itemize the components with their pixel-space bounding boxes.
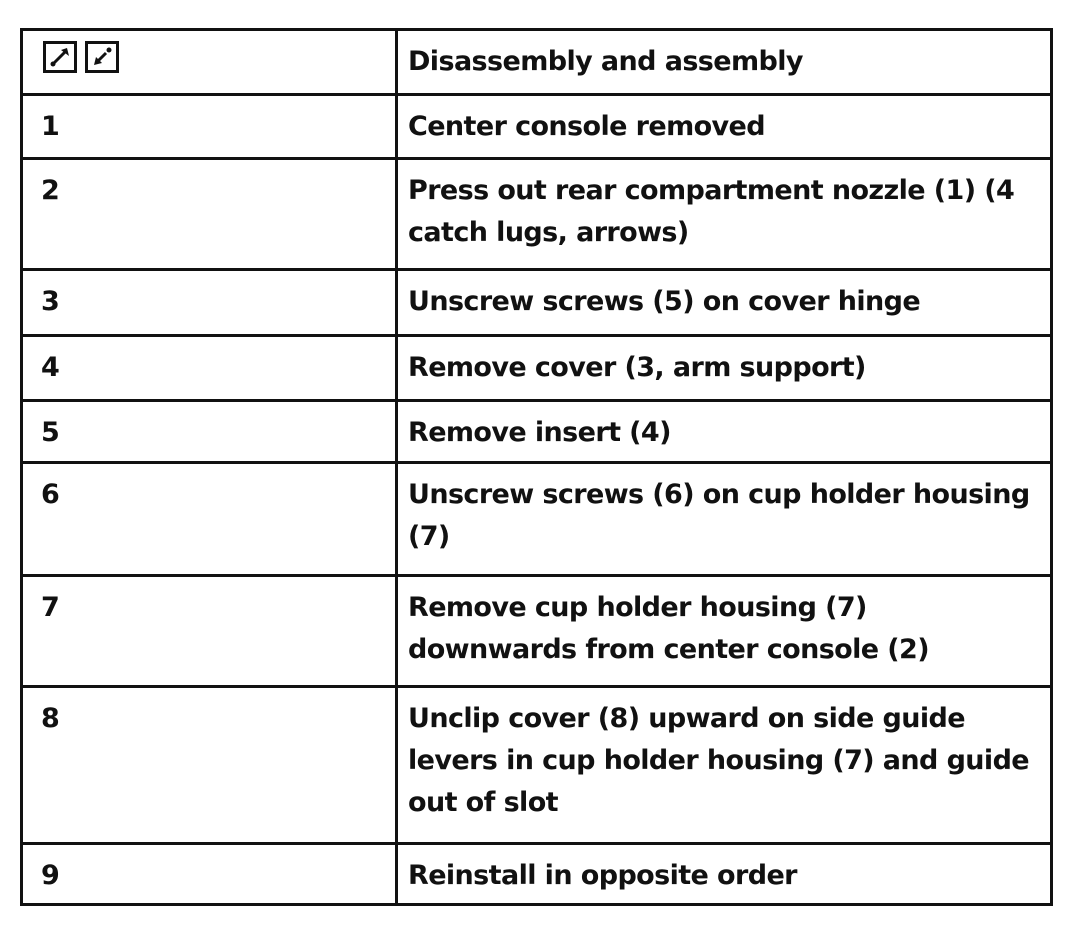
step-number: 2 [22,159,397,270]
table-row [22,844,1052,905]
icon-cell [22,30,397,95]
step-text: Press out rear compartment nozzle (1) (4 catch lugs, arrows) [397,159,1052,270]
step-number: 6 [22,463,397,576]
step-number: 9 [22,844,397,905]
table-row [22,336,1052,401]
table-row [22,687,1052,844]
table-row [22,269,1052,336]
step-text: Reinstall in opposite order [397,844,1052,905]
step-number: 7 [22,576,397,687]
table-row [22,463,1052,576]
step-number: 8 [22,687,397,844]
table-row [22,159,1052,270]
step-number: 3 [22,269,397,336]
table-row [22,576,1052,687]
assembly-icon [85,41,119,73]
step-number: 4 [22,336,397,401]
header-row [22,30,1052,95]
step-number: 5 [22,400,397,463]
step-text: Remove cup holder housing (7) downwards from center console (2) [397,576,1052,687]
step-text: Remove insert (4) [397,400,1052,463]
step-text: Unclip cover (8) upward on side guide levers in cup holder housing (7) and guide out of slot [397,687,1052,844]
step-text: Unscrew screws (6) on cup holder housing (7) [397,463,1052,576]
icon-group [43,41,385,73]
step-text: Unscrew screws (5) on cover hinge [397,269,1052,336]
table-row [22,94,1052,159]
disassembly-icon [43,41,77,73]
table-row [22,400,1052,463]
step-text: Center console removed [397,94,1052,159]
step-text: Remove cover (3, arm support) [397,336,1052,401]
procedure-table [20,28,1053,906]
step-number: 1 [22,94,397,159]
header-title: Disassembly and assembly [397,30,1052,95]
